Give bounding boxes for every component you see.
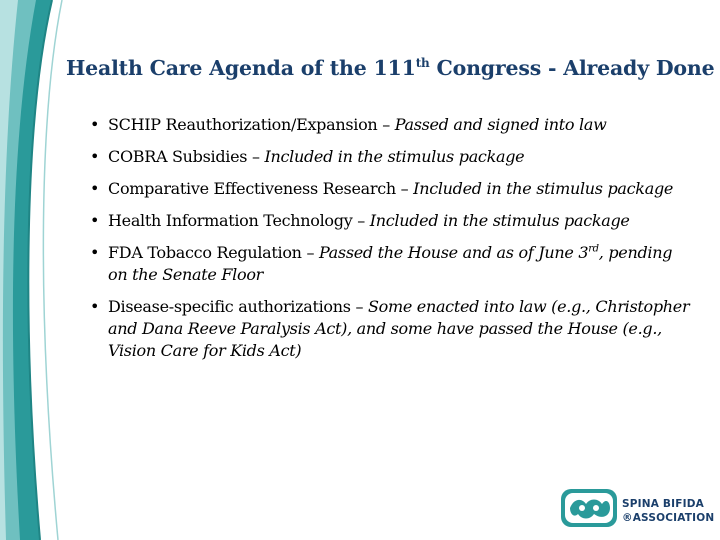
logo-text: SPINA BIFIDA ®ASSOCIATION: [622, 498, 715, 524]
bullet-item-disease-specific: • Disease-specific authorizations – Some enacted into law (e.g., Christopher and Dana Reeve Paralysis Act), and some have passed the House (e.g., Vision Care for Kids Act): [90, 297, 690, 360]
bullet-item-fda-tobacco: • FDA Tobacco Regulation – Passed the House and as of June 3rd, pending on the Senate Floor: [90, 243, 673, 284]
slide-title: Health Care Agenda of the 111th Congress - Already Done: [66, 56, 715, 80]
bullet-item-comparative-effectiveness: • Comparative Effectiveness Research – Included in the stimulus package: [90, 179, 674, 198]
spina-bifida-logo-mark: [560, 488, 618, 528]
bullet-item-health-it: • Health Information Technology – Included in the stimulus package: [90, 211, 630, 230]
decorative-teal-swoosh: [0, 0, 90, 540]
bullet-item-cobra: • COBRA Subsidies – Included in the stimulus package: [90, 147, 525, 166]
bullet-list: [86, 114, 696, 372]
bullet-item-schip: • SCHIP Reauthorization/Expansion – Passed and signed into law: [90, 115, 607, 134]
spina-bifida-logo: [560, 488, 715, 532]
